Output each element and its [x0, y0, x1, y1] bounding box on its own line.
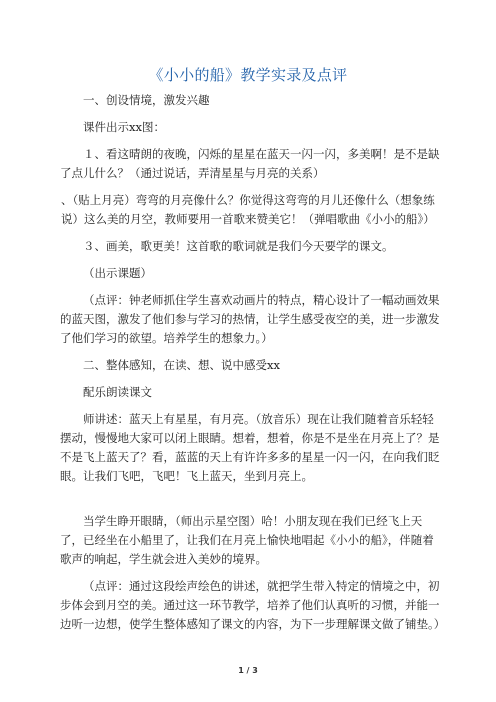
document-title: 《小小的船》教学实录及点评 [148, 66, 348, 84]
commentary: （点评：通过这段绘声绘色的讲述，就把学生带入特定的情境之中，初步体会到月空的美。通过这一环节教学，培养了他们认真听的习惯，并能一边听一边想，使学生整体感知了课文的内容，为下一步理解课文做了铺垫。） [60, 579, 446, 631]
paragraph: （出示课题） [83, 266, 152, 280]
paragraph: 当学生睁开眼睛，（师出示星空图）哈！小朋友现在我们已经飞上天了，已经坐在小船里了，让我们在月亮上愉快地唱起《小小的船》，伴随着歌声的响起，学生就会进入美妙的境界。 [60, 514, 434, 566]
paragraph: 、（贴上月亮）弯弯的月亮像什么？你觉得这弯弯的月儿还像什么（想象练说）这么美的月空，教师要用一首歌来赞美它！（弹唱歌曲《小小的船》） [61, 193, 435, 226]
paragraph: 课件出示xx图： [83, 120, 165, 134]
paragraph: 师讲述：蓝天上有星星，有月亮。（放音乐）现在让我们随着音乐轻轻摆动，慢慢地大家可以闭上眼睛。想着，想着，你是不是坐在月亮上了？是不是飞上蓝天了？看，蓝蓝的天上有许许多多的星星一闪一闪，在向我们眨眼。让我们飞吧，飞吧！飞上蓝天，坐到月亮上。 [60, 412, 440, 483]
paragraph: ３、画美，歌更美！这首歌的歌词就是我们今天要学的课文。 [83, 239, 394, 253]
section-heading-1: 一、创设情境，激发兴趣 [83, 93, 210, 107]
section-heading-2: 二、整体感知，在读、想、说中感受xx [83, 358, 280, 372]
page-indicator: 1 / 3 [238, 666, 258, 675]
commentary: （点评：钟老师抓住学生喜欢动画片的特点，精心设计了一幅动画效果的蓝天图，激发了他们参与学习的热情，让学生感受夜空的美，进一步激发了他们学习的欲望。培养学生的想象力。） [60, 293, 440, 345]
paragraph: 配乐朗读课文 [83, 385, 152, 399]
paragraph: １、看这晴朗的夜晚，闪烁的星星在蓝天一闪一闪，多美啊！是不是缺了点儿什么？（通过说话，弄清星星与月亮的关系） [60, 147, 440, 180]
